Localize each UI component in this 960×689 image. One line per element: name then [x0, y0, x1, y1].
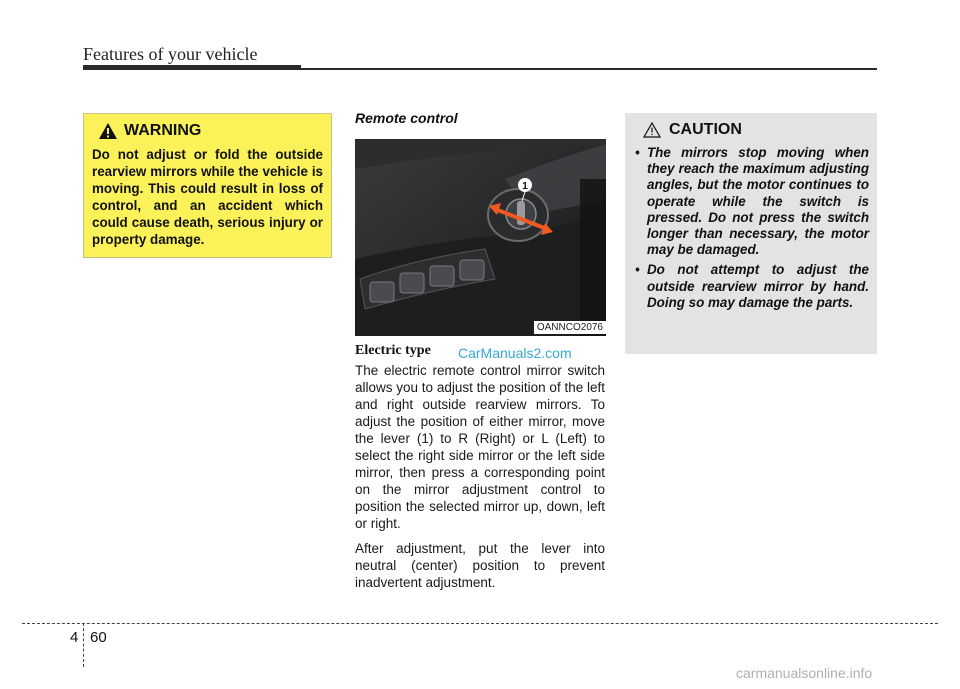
caution-triangle-icon	[643, 122, 661, 138]
page-number: 60	[90, 629, 107, 646]
body-paragraph: After adjustment, put the lever into neutral (center) position to prevent inadvertent adjustment.	[355, 541, 605, 590]
caution-item: • Do not attempt to adjust the outside rearview mirror by hand. Doing so may damage the parts.	[635, 262, 869, 310]
warning-title: WARNING	[124, 122, 202, 139]
warning-box	[83, 113, 332, 258]
caution-list	[633, 145, 869, 311]
warning-text: Do not adjust or fold the outside rearview mirrors while the vehicle is moving. This could result in loss of control, and an accident which could cause death, serious injury or property damage.	[92, 147, 323, 247]
header-bar	[83, 65, 301, 70]
header-rule	[301, 68, 877, 70]
warning-header	[98, 122, 323, 140]
chapter-number: 4	[70, 629, 79, 646]
watermark: CarManuals2.com	[458, 345, 572, 361]
bullet-icon: •	[635, 262, 640, 278]
header-title: Features of your vehicle	[83, 44, 258, 64]
body-text	[355, 362, 605, 599]
warning-triangle-icon	[98, 122, 118, 140]
door-panel-illustration	[355, 139, 606, 336]
caution-item: • The mirrors stop moving when they reach the maximum adjusting angles, but the motor continues to operate while the switch is pressed. Do not press the switch longer than necessary, the motor may be damaged.	[635, 145, 869, 258]
caution-header	[643, 121, 869, 139]
body-paragraph: The electric remote control mirror switch allows you to adjust the position of the left and right outside rearview mirrors. To adjust the position of either mirror, move the lever (1) to R (Right) or L (Left) to select the right side mirror or the left side mirror, then press a corresponding point on the mirror adjustment control to position the selected mirror up, down, left or right.	[355, 363, 605, 531]
footer-divider	[83, 623, 84, 667]
caution-title: CAUTION	[669, 121, 742, 138]
caution-box	[625, 113, 877, 354]
mirror-switch-photo	[355, 139, 606, 336]
bullet-icon: •	[635, 145, 640, 160]
section-heading: Remote control	[355, 110, 458, 126]
site-watermark: carmanualsonline.info	[736, 665, 873, 681]
subheading-electric-type: Electric type	[355, 343, 431, 358]
footer-rule	[22, 623, 938, 624]
photo-callout-number: 1	[522, 181, 528, 192]
photo-code: OANNCO2076	[534, 321, 606, 334]
